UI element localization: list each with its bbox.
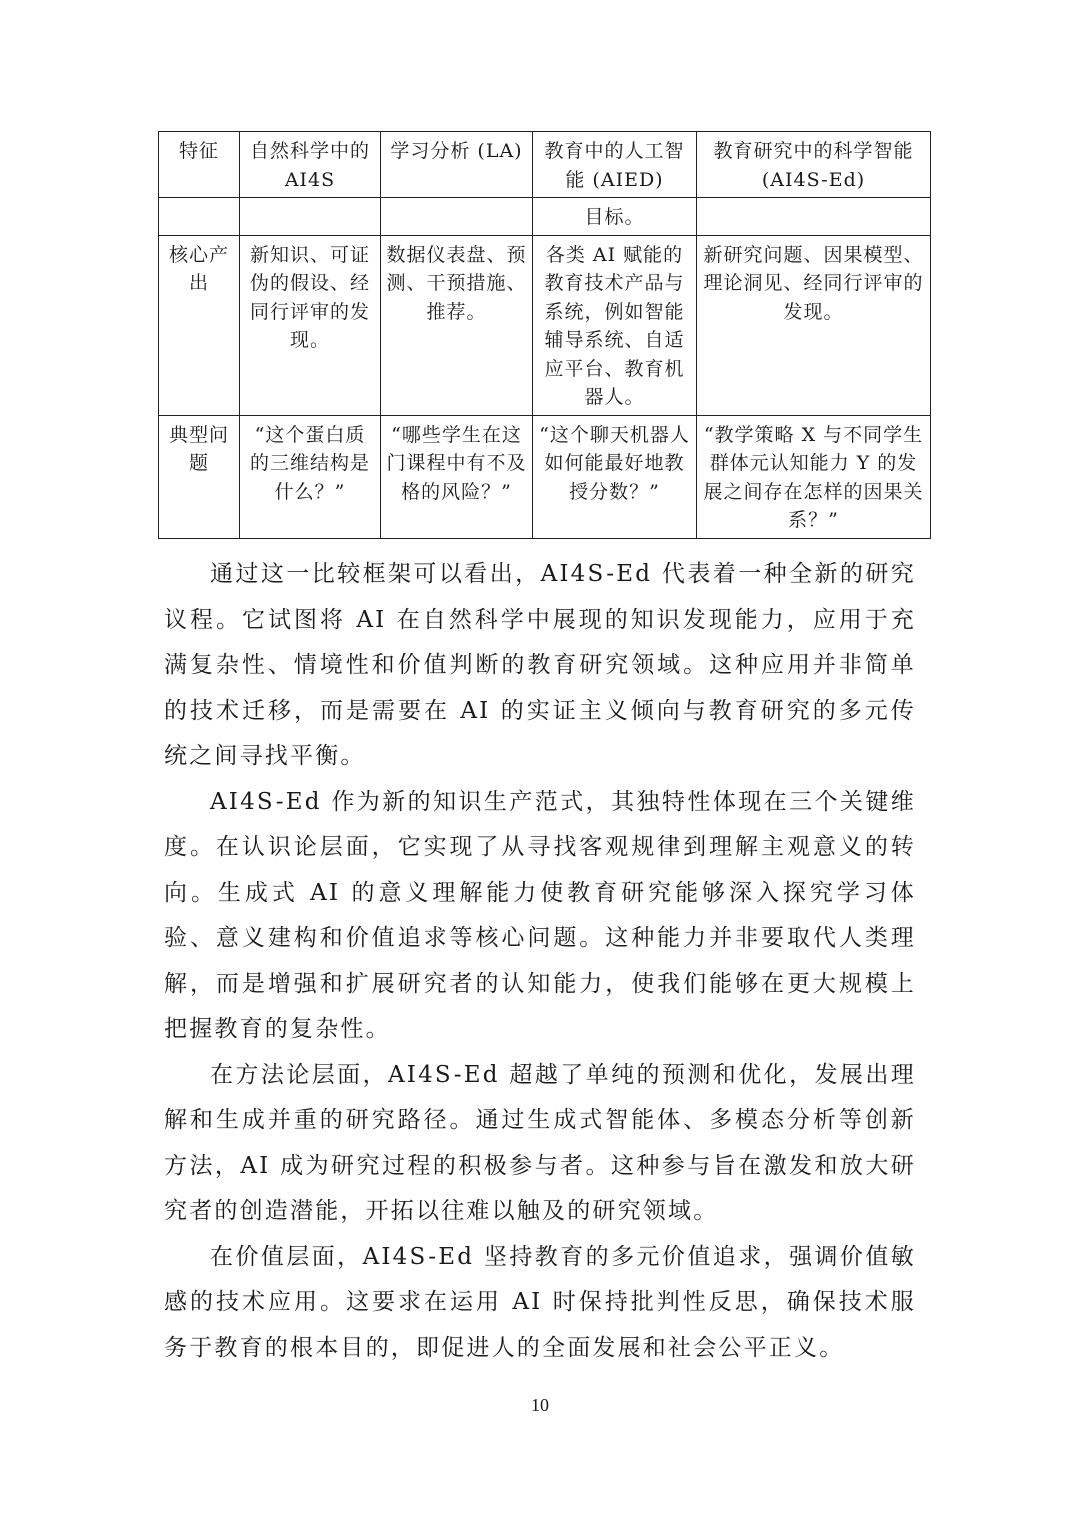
table-cell: 目标。: [533, 198, 697, 236]
header-cell-ai4s: 自然科学中的 AI4S: [240, 132, 381, 198]
header-cell-feature: 特征: [159, 132, 240, 198]
table-cell: 各类 AI 赋能的教育技术产品与系统，例如智能辅导系统、自适应平台、教育机器人。: [533, 235, 697, 415]
table-cell: 新知识、可证伪的假设、经同行评审的发现。: [240, 235, 381, 415]
table-row: [159, 198, 931, 236]
comparison-table: [158, 131, 931, 539]
header-cell-aied: 教育中的人工智能 (AIED): [533, 132, 697, 198]
table-cell: 典型问题: [159, 415, 240, 538]
table-cell: [240, 198, 381, 236]
table-cell: [159, 198, 240, 236]
table-cell: 核心产出: [159, 235, 240, 415]
table-cell: “哪些学生在这门课程中有不及格的风险？”: [381, 415, 533, 538]
table-cell: “教学策略 X 与不同学生群体元认知能力 Y 的发展之间存在怎样的因果关系？”: [697, 415, 931, 538]
paragraph: AI4S-Ed 作为新的知识生产范式，其独特性体现在三个关键维度。在认识论层面，它实现了从寻找客观规律到理解主观意义的转向。生成式 AI 的意义理解能力使教育研究能够深入探究学习体验、意义建构和价值追求等核心问题。这种能力并非要取代人类理解，而是增强和扩展研究者的认知能力，使我们能够在更大规模上把握教育的复杂性。: [164, 788, 916, 1042]
table-cell: “这个聊天机器人如何能最好地教授分数？”: [533, 415, 697, 538]
paragraph: 在方法论层面，AI4S-Ed 超越了单纯的预测和优化，发展出理解和生成并重的研究路径。通过生成式智能体、多模态分析等创新方法，AI 成为研究过程的积极参与者。这种参与旨在激发和放大研究者的创造潜能，开拓以往难以触及的研究领域。: [164, 1061, 916, 1224]
paragraph: 通过这一比较框架可以看出，AI4S-Ed 代表着一种全新的研究议程。它试图将 AI 在自然科学中展现的知识发现能力，应用于充满复杂性、情境性和价值判断的教育研究领域。这种应用并非简单的技术迁移，而是需要在 AI 的实证主义倾向与教育研究的多元传统之间寻找平衡。: [164, 561, 916, 769]
table-cell: “这个蛋白质的三维结构是什么？”: [240, 415, 381, 538]
table-cell: 数据仪表盘、预测、干预措施、推荐。: [381, 235, 533, 415]
table-cell: [381, 198, 533, 236]
paragraph: 在价值层面，AI4S-Ed 坚持教育的多元价值追求，强调价值敏感的技术应用。这要求在运用 AI 时保持批判性反思，确保技术服务于教育的根本目的，即促进人的全面发展和社会公平正义。: [164, 1243, 916, 1361]
table-row: [159, 235, 931, 415]
body-text: [164, 552, 916, 1371]
header-cell-la: 学习分析 (LA): [381, 132, 533, 198]
table-header-row: [159, 132, 931, 198]
page-number: 10: [531, 1395, 549, 1415]
table-cell: [697, 198, 931, 236]
header-cell-ai4s-ed: 教育研究中的科学智能 (AI4S-Ed): [697, 132, 931, 198]
table-cell: 新研究问题、因果模型、理论洞见、经同行评审的发现。: [697, 235, 931, 415]
table-row: [159, 415, 931, 538]
